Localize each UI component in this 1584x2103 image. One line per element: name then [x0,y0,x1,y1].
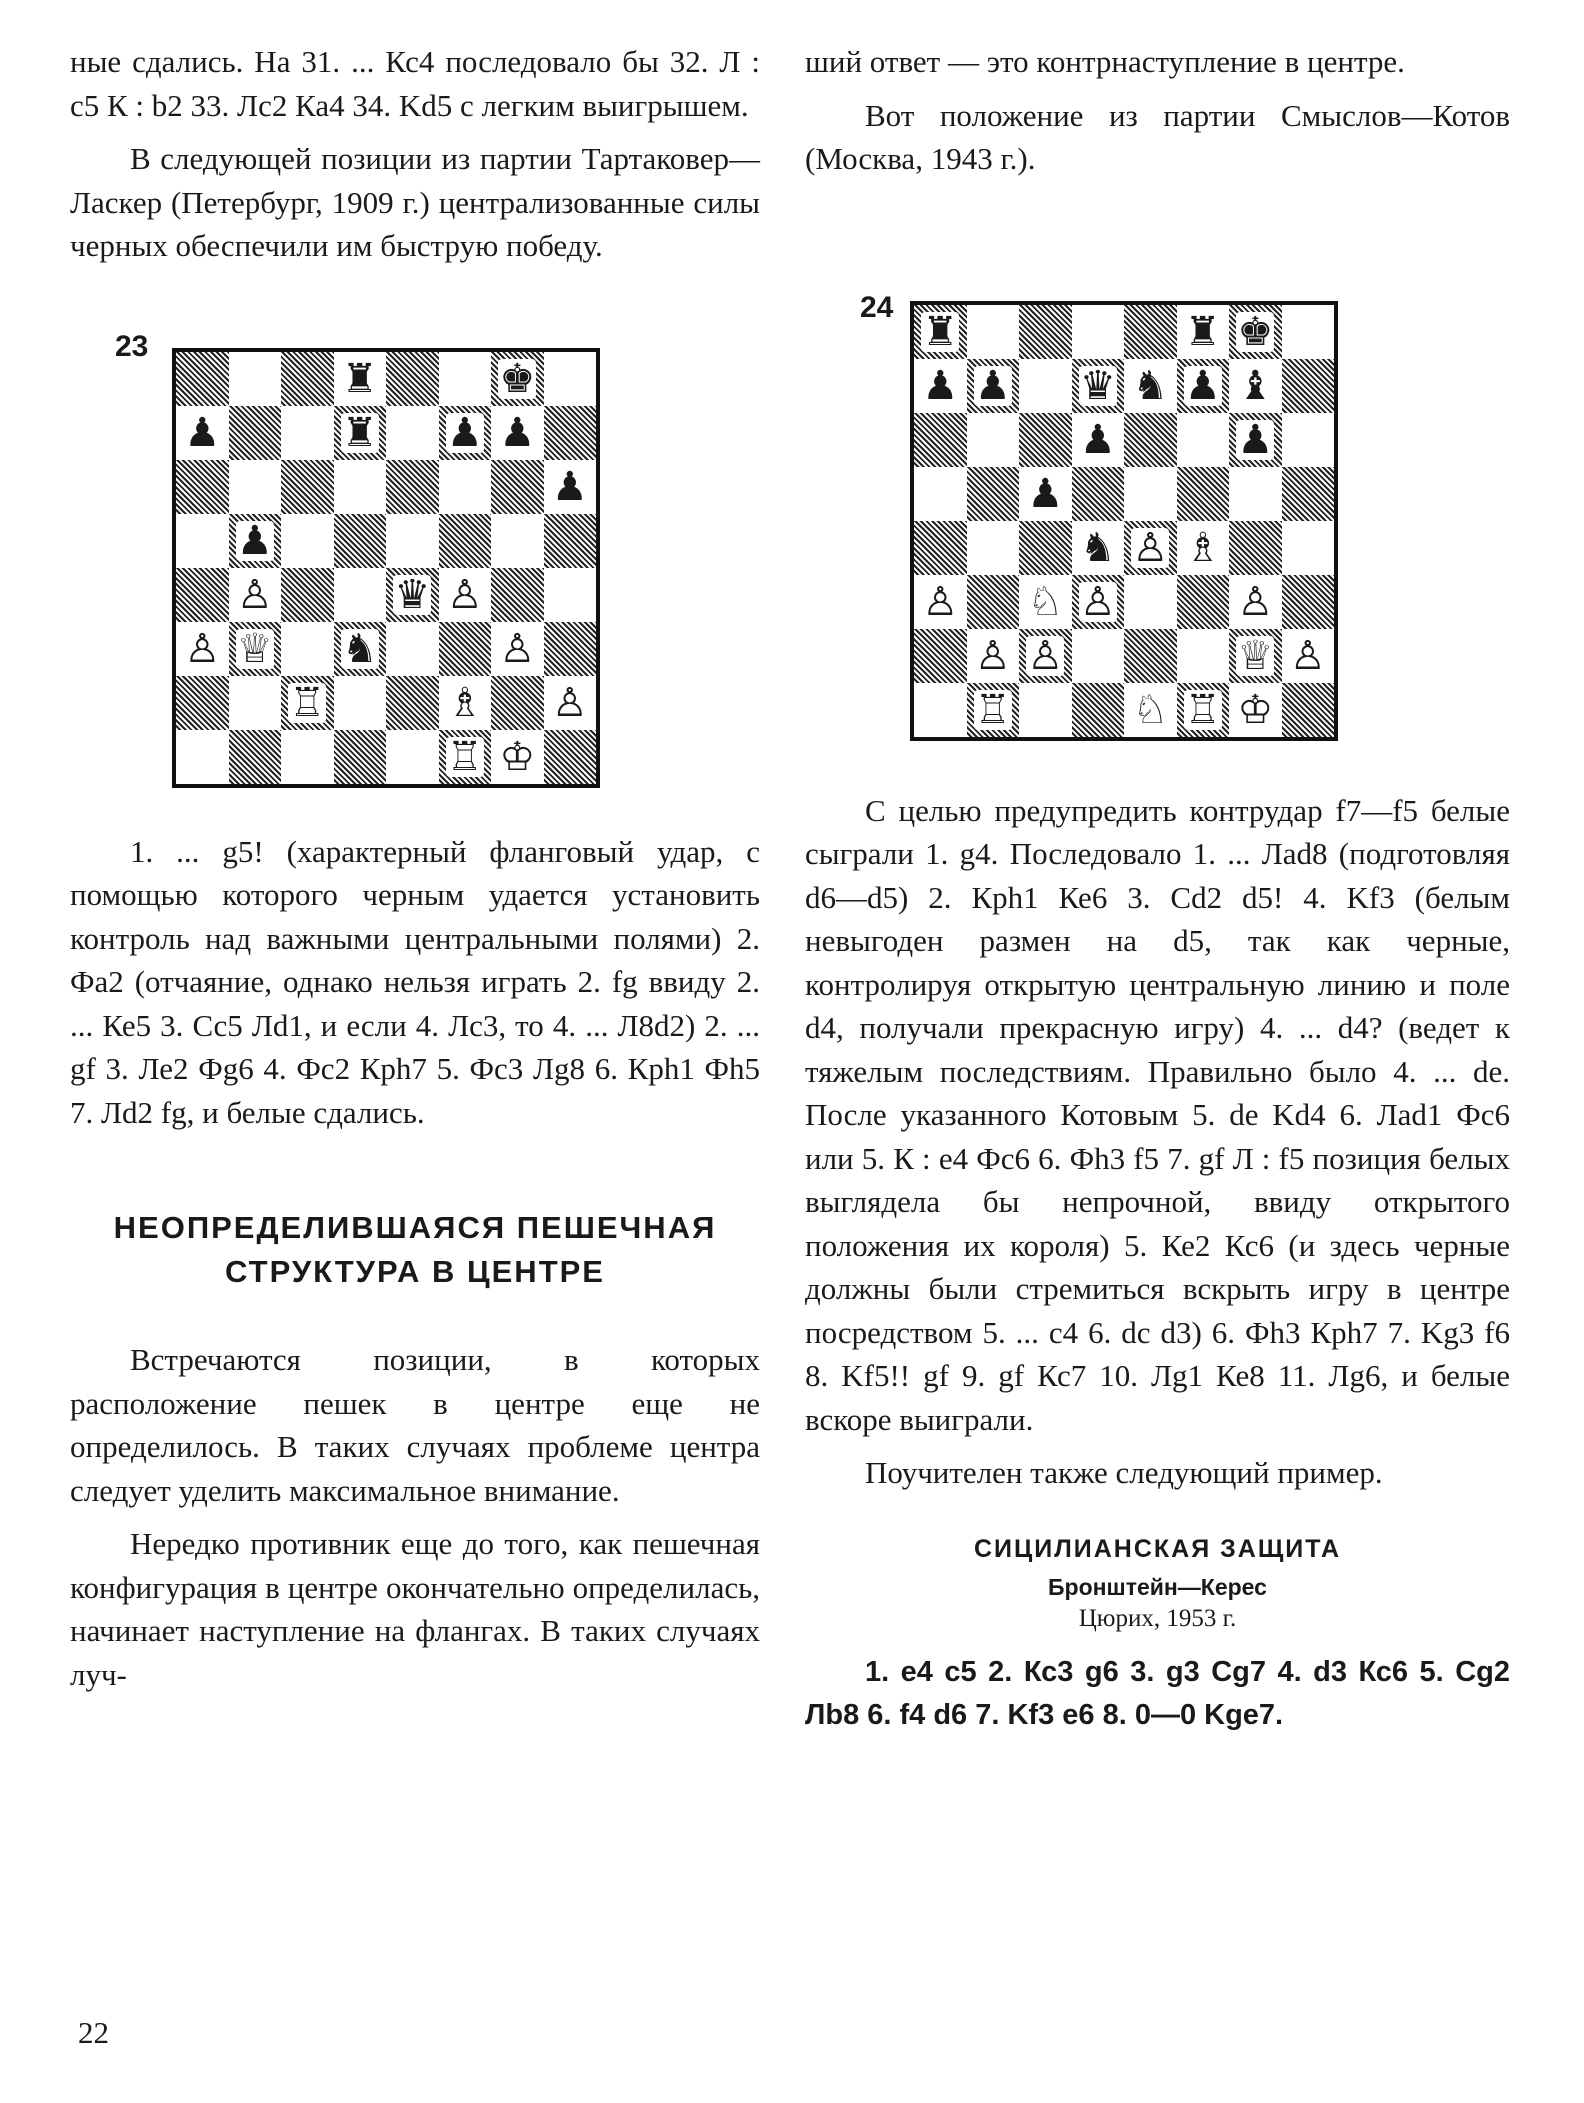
square-e2 [1124,629,1177,683]
square-a8 [914,305,967,359]
square-b1 [229,730,282,784]
page-number: 22 [78,2015,109,2050]
chess-piece-d3: ♞ [341,625,378,672]
square-f8 [439,352,492,406]
chess-piece-h2: ♙ [551,679,588,726]
square-f1 [439,730,492,784]
chess-piece-d6: ♟ [1079,416,1116,463]
square-f7 [439,406,492,460]
chess-piece-f7: ♟ [1184,362,1221,409]
square-f4 [1177,521,1230,575]
square-h3 [544,622,597,676]
square-b1 [967,683,1020,737]
chess-piece-d7: ♜ [341,409,378,456]
chess-piece-e1: ♘ [1132,686,1169,733]
square-h8 [1282,305,1335,359]
left-paragraph-1: ные сдались. На 31. ... Кс4 последовало бы 32. Л : с5 К : b2 33. Лс2 Ка4 34. Kd5 с легким выигрышем. [70,44,760,123]
square-b8 [229,352,282,406]
square-c3 [1019,575,1072,629]
square-g6 [1229,413,1282,467]
square-h6 [544,460,597,514]
chess-piece-a8: ♜ [922,308,959,355]
square-h6 [1282,413,1335,467]
square-e7 [1124,359,1177,413]
chess-piece-b2: ♙ [974,632,1011,679]
chess-piece-e4: ♙ [1132,524,1169,571]
square-c5 [1019,467,1072,521]
right-paragraph-1: ший ответ — это контрнаступление в центре. [805,44,1405,79]
square-e8 [386,352,439,406]
chess-piece-g1: ♔ [499,733,536,780]
chess-piece-f1: ♖ [1184,686,1221,733]
square-b6 [229,460,282,514]
square-d5 [334,514,387,568]
square-b2 [229,676,282,730]
square-f7 [1177,359,1230,413]
square-d7 [1072,359,1125,413]
square-d5 [1072,467,1125,521]
square-c5 [281,514,334,568]
square-c6 [1019,413,1072,467]
chess-piece-f4: ♙ [446,571,483,618]
right-paragraph-3: С целью предупредить контрудар f7—f5 белые сыграли 1. g4. Последовало 1. ... Лad8 (подготовляя d6—d5) 2. Крh1 Ке6 3. Cd2 d5! 4. Kf3 (белым невыгоден размен на d5, так как черные, контролируя открытую центральную линию и поле d4, получали прекрасную игру) 4. ... d4? (ведет к тяжелым последствиям. Правильно было 4. ... de. После указанного Котовым 5. de Kd4 6. Лad1 Фс6 или 5. К : е4 Фс6 6. Фh3 f5 7. gf Л : f5 позиция белых выглядела бы непрочной, ввиду открытого положения их короля) 5. Ке2 Кс6 (и здесь черные должны были стремиться вскрыть игру в центре посредством 5. ... с4 6. dc d3) 6. Фh3 Крh7 7. Kg3 f6 8. Kf5!! gf 9. gf Кс7 10. Лg1 Ке8 11. Лg6, и белые вскоре выиграли. [805,792,1510,1437]
right-paragraph-2: Вот положение из партии Смыслов—Котов (Москва, 1943 г.). [805,97,1510,176]
square-h5 [1282,467,1335,521]
left-column [70,40,760,1706]
chess-piece-b3: ♕ [236,625,273,672]
square-h4 [544,568,597,622]
chess-piece-d8: ♜ [341,355,378,402]
square-c6 [281,460,334,514]
square-a4 [176,568,229,622]
square-d8 [1072,305,1125,359]
square-h8 [544,352,597,406]
chess-piece-d3: ♙ [1079,578,1116,625]
square-e2 [386,676,439,730]
square-c3 [281,622,334,676]
square-d8 [334,352,387,406]
square-f4 [439,568,492,622]
chess-piece-a3: ♙ [184,625,221,672]
chess-piece-f4: ♗ [1184,524,1221,571]
section-heading [70,1206,760,1294]
chess-piece-a7: ♟ [922,362,959,409]
square-d2 [1072,629,1125,683]
section-title-line-2: СТРУКТУРА В ЦЕНТРЕ [225,1254,605,1289]
chess-piece-g3: ♙ [1237,578,1274,625]
square-h5 [544,514,597,568]
chess-piece-b1: ♖ [974,686,1011,733]
square-c2 [281,676,334,730]
square-d4 [334,568,387,622]
square-a3 [914,575,967,629]
square-g5 [1229,467,1282,521]
chess-piece-h2: ♙ [1289,632,1326,679]
square-c7 [281,406,334,460]
square-d1 [334,730,387,784]
square-c1 [281,730,334,784]
chess-piece-b4: ♙ [236,571,273,618]
chess-piece-c2: ♙ [1027,632,1064,679]
square-d7 [334,406,387,460]
square-g2 [491,676,544,730]
square-d6 [334,460,387,514]
square-f1 [1177,683,1230,737]
square-c8 [281,352,334,406]
square-h7 [1282,359,1335,413]
square-h3 [1282,575,1335,629]
chess-piece-g7: ♝ [1237,362,1274,409]
square-a1 [176,730,229,784]
square-a1 [914,683,967,737]
square-g5 [491,514,544,568]
square-g4 [491,568,544,622]
square-g3 [1229,575,1282,629]
square-g7 [491,406,544,460]
chess-piece-c5: ♟ [1027,470,1064,517]
chess-piece-d4: ♞ [1079,524,1116,571]
diagram-number: 23 [115,329,149,363]
chess-piece-g7: ♟ [499,409,536,456]
chess-board-24 [910,301,1338,741]
square-b4 [229,568,282,622]
chess-piece-b5: ♟ [236,517,273,564]
chess-board-23 [172,348,600,788]
square-d1 [1072,683,1125,737]
diagram-23 [70,278,760,780]
section-title-line-1: НЕОПРЕДЕЛИВШАЯСЯ ПЕШЕЧНАЯ [113,1210,717,1245]
square-d3 [334,622,387,676]
chess-piece-f7: ♟ [446,409,483,456]
square-b7 [967,359,1020,413]
square-e4 [1124,521,1177,575]
square-a5 [176,514,229,568]
square-e6 [386,460,439,514]
place-date: Цюрих, 1953 г. [1078,1604,1237,1632]
game-header [805,1535,1510,1633]
square-b4 [967,521,1020,575]
square-e7 [386,406,439,460]
square-a4 [914,521,967,575]
left-paragraph-4: Встречаются позиции, в которых расположение пешек в центре еще не определилось. В таких случаях проблеме центра следует уделить максимальное внимание. [70,1342,760,1508]
diagram-24 [805,191,1510,781]
square-b6 [967,413,1020,467]
diagram-number: 24 [860,290,894,324]
square-c8 [1019,305,1072,359]
square-b3 [967,575,1020,629]
square-e1 [1124,683,1177,737]
chess-piece-h6: ♟ [551,463,588,510]
square-c7 [1019,359,1072,413]
chess-piece-f2: ♗ [446,679,483,726]
square-h2 [544,676,597,730]
square-b5 [967,467,1020,521]
square-a2 [914,629,967,683]
square-c4 [1019,521,1072,575]
square-f8 [1177,305,1230,359]
players: Бронштейн—Керес [1048,1573,1267,1600]
right-column [805,40,1510,1748]
square-f5 [439,514,492,568]
square-h1 [1282,683,1335,737]
chess-piece-g8: ♚ [499,355,536,402]
chess-piece-g3: ♙ [499,625,536,672]
square-a6 [176,460,229,514]
chess-piece-d7: ♛ [1079,362,1116,409]
square-e5 [386,514,439,568]
square-a3 [176,622,229,676]
square-f5 [1177,467,1230,521]
square-g1 [491,730,544,784]
square-g3 [491,622,544,676]
chess-piece-g1: ♔ [1237,686,1274,733]
chess-piece-e7: ♞ [1132,362,1169,409]
square-c4 [281,568,334,622]
chess-piece-g2: ♕ [1237,632,1274,679]
square-f3 [1177,575,1230,629]
square-h2 [1282,629,1335,683]
square-e3 [386,622,439,676]
opening-title: СИЦИЛИАНСКАЯ ЗАЩИТА [973,1534,1342,1563]
square-d6 [1072,413,1125,467]
chess-piece-g8: ♚ [1237,308,1274,355]
left-paragraph-2: В следующей позиции из партии Тартаковер—Ласкер (Петербург, 1909 г.) централизованные силы черных обеспечили им быструю победу. [70,141,760,263]
square-e1 [386,730,439,784]
square-e8 [1124,305,1177,359]
square-f6 [1177,413,1230,467]
square-f6 [439,460,492,514]
square-g1 [1229,683,1282,737]
chess-piece-g6: ♟ [1237,416,1274,463]
square-h4 [1282,521,1335,575]
chess-piece-c3: ♘ [1027,578,1064,625]
square-f2 [439,676,492,730]
square-f3 [439,622,492,676]
square-g2 [1229,629,1282,683]
square-b5 [229,514,282,568]
square-b8 [967,305,1020,359]
chess-piece-f8: ♜ [1184,308,1221,355]
square-c1 [1019,683,1072,737]
square-h7 [544,406,597,460]
square-a5 [914,467,967,521]
square-d3 [1072,575,1125,629]
right-paragraph-4: Поучителен также следующий пример. [865,1455,1383,1490]
square-g8 [491,352,544,406]
square-d4 [1072,521,1125,575]
square-b3 [229,622,282,676]
chess-piece-a7: ♟ [184,409,221,456]
left-paragraph-5: Нередко противник еще до того, как пешечная конфигурация в центре окончательно определилась, начинает наступление на флангах. В таких случаях луч- [70,1526,760,1692]
square-b2 [967,629,1020,683]
square-d2 [334,676,387,730]
square-c2 [1019,629,1072,683]
chess-piece-f1: ♖ [446,733,483,780]
square-g7 [1229,359,1282,413]
square-f2 [1177,629,1230,683]
square-g4 [1229,521,1282,575]
square-e3 [1124,575,1177,629]
square-e4 [386,568,439,622]
chess-piece-b7: ♟ [974,362,1011,409]
square-e6 [1124,413,1177,467]
square-h1 [544,730,597,784]
square-a8 [176,352,229,406]
square-g8 [1229,305,1282,359]
left-paragraph-3: 1. ... g5! (характерный фланговый удар, с помощью которого черным удается установить контроль над важными центральными полями) 2. Фа2 (отчаяние, однако нельзя играть 2. fg ввиду 2. ... Ке5 3. Сс5 Лd1, и если 4. Лс3, то 4. ... Л8d2) 2. ... gf 3. Ле2 Фg6 4. Фс2 Крh7 5. Фс3 Лg8 6. Крh1 Фh5 7. Лd2 fg, и белые сдались. [70,833,760,1130]
chess-piece-c2: ♖ [289,679,326,726]
square-b7 [229,406,282,460]
game-moves: 1. е4 с5 2. Кс3 g6 3. g3 Cg7 4. d3 Кс6 5. Cg2 Лb8 6. f4 d6 7. Kf3 е6 8. 0—0 Kge7. [805,1655,1510,1731]
chess-piece-a3: ♙ [922,578,959,625]
square-a7 [914,359,967,413]
square-a2 [176,676,229,730]
square-a7 [176,406,229,460]
chess-piece-e4: ♛ [394,571,431,618]
square-e5 [1124,467,1177,521]
square-a6 [914,413,967,467]
square-g6 [491,460,544,514]
